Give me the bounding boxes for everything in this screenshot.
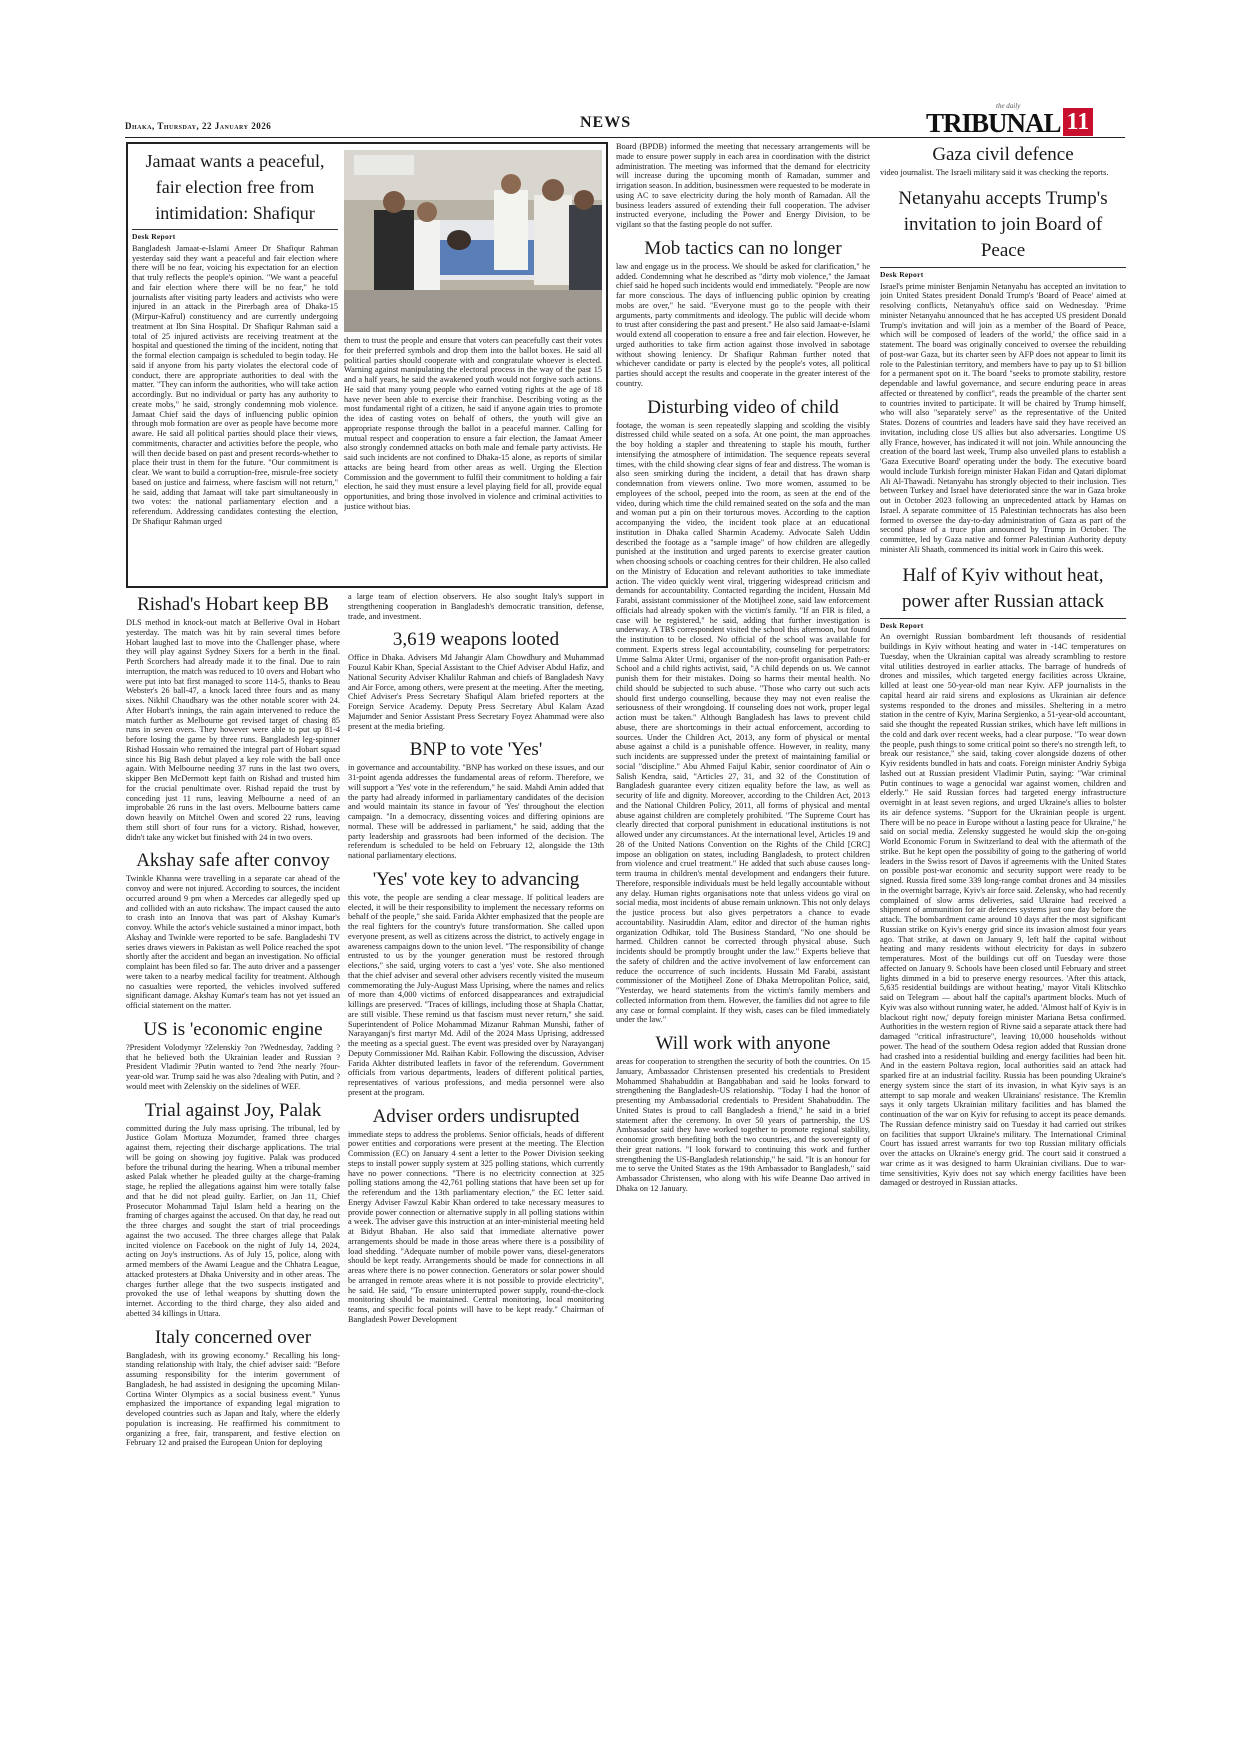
yes-vote-body: this vote, the people are sending a clear message. If political leaders are elected, it will be their responsibility to implement the necessary reforms on behalf of the people," she said. Farida Akhter emphasized that the people are the real fighters for the country's future transformation. She called upon everyone present, as well as citizens across the district, to actively engage in awareness campaigns down to the union level. "The responsibility of change entrusted to us by the younger generation must be restored through elections," she said, urging voters to cast a 'yes' vote. She also mentioned that the chief adviser and several other advisers recently visited the museum commemorating the July-August Mass Uprising, where the names and relics of more than 4,000 victims of enforced disappearances and extrajudicial killings are preserved. "Traces of killings, including those at Shapla Chattar, are still visible. These remind us that fascism must never return," she said. Superintendent of Police Mohammad Mizanur Rahman Munshi, father of Narayanganj's first martyr Md. Adil of the 2024 Mass Uprising, addressed the meeting as a special guest. The event was presided over by Narayanganj Deputy Commissioner Md. Raihan Kabir. Following the discussion, Adviser Farida Akhter distributed leaflets in favor of the referendum. Government officials from various departments, leaders of different political parties, representatives of various professions, and media personnel were also present at the program. <box>348 892 604 1097</box>
column-3 <box>616 142 870 1704</box>
lead-body-left: Bangladesh Jamaat-e-Islami Ameer Dr Shafiqur Rahman yesterday said they want a peaceful and fair election where there will be no fear, voicing his expectation for an election that truly reflects the people's opinion. "We want a peaceful and fair election where there will be no fear," he told journalists after visiting party leaders and activists who were injured in an attack in the Pirerbagh area of Dhaka-15 (Mirpur-Kafrul) constituency and are currently undergoing treatment at Ibn Sina Hospital. Dr Shafiqur Rahman said a total of 25 injured activists are receiving treatment at the hospital and questioned the timing of the incident, noting that the formal election campaign is scheduled to begin today. He said if anyone from his party violates the electoral code of conduct, there are appropriate authorities to deal with the matter. "They can inform the authorities, who will take action accordingly. But no individual or party has any authority to create mobs," he said, strongly condemning mob violence. Jamaat Chief said the days of influencing public opinion through mob formation are over as people have become more aware. He said all political parties should place their views, commitments, character and activities before the people, who will then decide based on past and present records-whether to place their trust in them for the future. "Our commitment is clear. We want to build a corruption-free, misrule-free society based on justice and fairness, where fascism will not return," he said, adding that Jamaat will take part simultaneously in two votes: the national parliamentary election and a referendum. Addressing candidates contesting the election, Dr Shafiqur Rahman urged <box>132 243 338 526</box>
weapons-body: Office in Dhaka. Advisers Md Jahangir Alam Chowdhury and Muhammad Fouzul Kabir Khan, Special Assistant to the Chief Adviser Abdul Hafiz, and National Security Adviser Khalilur Rahman and chiefs of Bangladesh Navy and Air Force, among others, were present at the meeting. After the meeting, Chief Adviser's Press Secretary Shafiqul Alam briefed reporters at the Foreign Service Academy. Deputy Press Secretary Abul Kalam Azad Majumder and Senior Assistant Press Secretary Foyez Ahammad were also present at the media briefing. <box>348 653 604 731</box>
joy-palak-body: committed during the July mass uprising. The tribunal, led by Justice Golam Mortuza Mozumder, framed three charges against them, rejecting their discharge applications. The trial will be going on showing joy fugitive. Palak was produced before the tribunal during the hearing. When a tribunal member asked Palak whether he pleaded guilty at the charge-framing stage, he replied the allegations against him were totally false and that he did not plead guilty. Earlier, on Jan 11, Chief Prosecutor Mohammad Tajul Islam held a hearing on the framing of charges against the accused. On that day, he read out the three charges and sought the start of trial proceedings against the two accused. The three charges allege that Palak incited violence on Facebook on the night of July 14, 2024, acting on Joy's instructions. As of July 15, police, along with armed members of the Awami League and the Chhatra League, attacked protesters at Dhaka University and in other areas. The charges further allege that the two suspects instigated and provoked the use of lethal weapons by shutting down the internet. According to the third charge, they also aided and abetted 34 killings in Uttara. <box>126 1123 340 1318</box>
logo-daily-label: the daily <box>996 102 1021 110</box>
kyiv-body: An overnight Russian bombardment left thousands of residential buildings in Kyiv without heating and water in -14C temperatures on Tuesday, when the Ukrainian capital was already scrambling to restore vital utilities destroyed in earlier attacks. The barrage of hundreds of drones and missiles, which targeted energy facilities across Ukraine, killed at least one 50-year-old man near Kyiv. AFP journalists in the capital heard air raid sirens and explosions as Ukrainian air defence systems responded to the drones and missiles. Sheltering in a metro station in the centre of Kyiv, Marina Sergienko, a 51-year-old accountant, said she thought the repeated Russian strikes, which have left millions in the cold and dark over recent weeks, had a clear purpose. "To wear down the people, push things to some critical point so there's no strength left, to break our resistance," she said, taking cover alongside dozens of other Kyiv residents bundled in hats and coats. Foreign minister Andriy Sybiga lashed out at Russian president Vladimir Putin, saying: "War criminal Putin continues to wage a genocidal war against women, children and elderly." He said Russian forces had targeted energy infrastructure overnight in at least seven regions, and urged Ukraine's allies to bolster its air defence systems. "Support for the Ukrainian people is urgent. There will be no peace in Europe without a lasting peace for Ukraine," he said on social media. Zelensky suggested he would skip the on-going World Economic Forum in Switzerland to deal with the aftermath of the strike. But he kept open the possibility of going to the gathering of world leaders in the Swiss resort of Davos if agreements with the United States on possible post-war economic and security support were ready to be signed. Russia fired some 339 long-range combat drones and 34 missiles in the overnight barrage, Kyiv's air force said. Zelensky, who had recently complained of slow arms deliveries, said Ukraine had received a shipment of ammunition for air defences systems just one day before the attack. The bombardment came around 10 days after the most significant Russian strike on Kyiv's energy grid since its invasion almost four years ago. That strike, at dawn on January 9, left half the capital without heating and many residents without electricity for days in subzero temperatures. Most of the buildings cut off on Tuesday were those affected on January 9. Schools have been closed until February and street lights dimmed in a bid to preserve energy resources. 'After this attack, 5,635 residential buildings are without heating,' mayor Vitali Klitschko said on Telegram — about half the capital's apartment blocks. Much of Kyiv was also without running water, he added. 'Almost half of Kyiv is in blackout right now,' deputy foreign minister Mariana Betsa confirmed. Authorities in the western region of Rivne said a separate attack there had damaged "critical infrastructure", leaving 10,000 households without power. The head of the southern Odesa region added that Russian drone had crashed into a residential building and energy facilities had been hit. And in the eastern Poltava region, local authorities said an attack had sparked fire at an industrial facility. Russia has been pounding Ukraine's energy system since the start of its invasion, in what Kyiv says is an attempt to sap morale and weaken Ukrainians' resistance. The Kremlin says it only targets Ukrainian military facilities and has blamed the continuation of the war on Kyiv for refusing to accept its peace demands. The Russian defence ministry said on Tuesday it had carried out strikes on facilities that support Ukraine's military. The International Criminal Court has issued arrest warrants for two top Russian military officials over the attacks on Ukraine's energy grid. The court said it construed a war crime as it was designed to harm Ukrainian civilians. Due to war-time sensitivities, Kyiv does not say which energy facilities have been damaged or destroyed in Russian attacks. <box>880 632 1126 1188</box>
yes-vote-headline: 'Yes' vote key to advancing <box>372 868 580 890</box>
dateline: Dhaka, Thursday, 22 January 2026 <box>125 121 272 131</box>
bnp-headline: BNP to vote 'Yes' <box>409 739 543 761</box>
adviser-body: immediate steps to address the problems. Senior officials, heads of different power entities and corporations were present at the meeting. The Election Commission (EC) on January 4 sent a letter to the Power Division seeking steps to install power supply system at 325 polling stations, which currently have no power connections. "There is no electricity connection at 325 polling stations among the 42,761 polling stations that have been set up for the referendum and the 13th parliamentary election," the EC letter said. Energy Adviser Fawzul Kabir Khan ordered to take necessary measures to provide power connection or alternative supply in all polling stations within a week. The adviser gave this instruction at an inter-ministerial meeting held at Bidyut Bhaban. He also said that immediate alternative power arrangements should be made in those areas where there is a possibility of load shedding. "Adequate number of mobile power vans, diesel-generators should be kept ready. Arrangements should be made for connections in all areas where there is no power connection. Generators or solar power should be arranged in remote areas where it is not possible to provide electricity", he said. He said, "To ensure uninterrupted power supply, round-the-clock monitoring should be maintained. Central monitoring, local monitoring teams, and specific focal points will have to be kept ready." Chairman of Bangladesh Power Development <box>348 1129 604 1324</box>
column-1 <box>126 592 340 1704</box>
italy-headline: Italy concerned over <box>154 1326 312 1348</box>
masthead-logo <box>926 102 1093 138</box>
rishad-body: DLS method in knock-out match at Bellerive Oval in Hobart yesterday. The match was hit by rain several times before Hobart laughed last to move into the Challenger phase, where they will play against Sydney Sixers for a berth in the final. Perth Scorchers had already made it to the final. Due to rain interruption, the match was reduced to 10 overs and Hobart who were put into bat first managed to score 114-5, thanks to Beau Webster's 26 ball-47, a knock laced three fours and as many sixes. Nikhil Chaudhary was the other notable scorer with 24. After Hobart's innings, the rain again intervened to reduce the match further as Melbourne got revised target of chasing 85 runs in seven overs. They however were able to put up 81-4 before losing the game by three runs. Bangladesh leg-spinner Rishad Hossain who remained the integral part of Hobart squad since his Big Bash debut played a key role with the ball once again. With Melbourne needing 37 runs in the last two overs, skipper Ben McDermott kept faith on Rishad and trusted him for the crucial penultimate over. Rishad repaid the trust by conceding just 11 runs, leaving Melbourne a need of an improbable 26 runs in the last overs. Melbourne batters came down heavily on Mitchel Owen and scored 22 runs, leaving them still short of four runs for a victory. Rishad, however, didn't take any wicket but finished with 24 in two overs. <box>126 618 340 842</box>
logo-text: TRIBUNAL <box>926 108 1061 138</box>
gaza-body: video journalist. The Israeli military said it was checking the reports. <box>880 168 1109 177</box>
italy-body: Bangladesh, with its growing economy." Recalling his long-standing relationship with Italy, the chief adviser said: "Before assuming responsibility for the interim government of Bangladesh, he had assisted in designing the upcoming Milan-Cortina Winter Olympics as a social business event." Yunus emphasized the importance of expanding legal migration to developed countries such as Japan and Italy, where the elderly population is increasing. He reaffirmed his commitment to organizing a free, fair, transparent, and festive election on February 12 and praised the European Union for deploying <box>126 1350 340 1448</box>
page-number: 11 <box>1063 108 1094 136</box>
lead-story-left <box>132 148 338 584</box>
bnp-body: in governance and accountability. "BNP has worked on these issues, and our 31-point agenda addresses the fundamental areas of reform. Therefore, we will support a 'Yes' vote in the referendum," he said. Mahdi Amin added that the party had already informed in parliamentary candidates of the decision and would maintain its stance in favour of 'Yes' throughout the election campaign. "In a democracy, dissenting voices and differing opinions are normal. These will be addressed in parliament," he said, adding that the party leadership and grassroots had been informed of the decision. The referendum is scheduled to be held on February 12, alongside the 13th national parliamentary elections. <box>348 763 604 860</box>
netanyahu-byline: Desk Report <box>880 267 1126 280</box>
italy-continued: a large team of election observers. He also sought Italy's support in strengthening cooperation in Bangladesh's democratic transition, defense, trade, and investment. <box>348 592 604 621</box>
netanyahu-headline: Netanyahu accepts Trump's invitation to join Board of Peace <box>898 187 1108 261</box>
disturbing-body: footage, the woman is seen repeatedly slapping and scolding the visibly distressed child while seated on a sofa. At one point, the man approaches the boy holding a stapler and threatening to staple his mouth, further intensifying the atmosphere of intimidation. The sequence repeats several times, with the child showing clear signs of fear and distress. The woman is also seen smirking during the incident, a detail that has drawn sharp condemnation from viewers online. Two more women, assumed to be employees of the school, peeped into the room, as seen at the end of the video, during which time the child remained seated on the sofa and the man and woman put a pin on their torturous moves. According to the caption accompanying the video, the incident took place at an educational institution in Dhaka called Sharmin Academy. Advocate Saleh Uddin described the footage as a "sample image" of how children are allegedly punished at the institution and urged parents to exercise greater caution when choosing schools or coaching centres for their children. He also called on the Ministry of Education and relevant authorities to take immediate action. The video quickly went viral, triggering widespread criticism and demands for accountability. Contacted regarding the incident, Hussain Md Farabi, assistant commissioner of the Motijheel zone, said law enforcement officials had already spoken with the victim's family. "If an FIR is filed, a case will be registered," he said, adding that further investigation is underway. A TBS correspondent visited the school this afternoon, but found the institution to be closed. No official of the school was available for comment. Experts stress legal accountability, counseling for perpetrators: Umme Salma Akter Urmi, organiser of the non-profit organisation Path-er School and a child rights activist, said, "A child depends on us. We cannot punish them for their mistakes. Doing so harms their mental health. No child should be subjected to such abuse. "Those who carry out such acts should first undergo counselling, because they may not even realise the seriousness of their wrongdoing. If counseling does not work, proper legal action must be taken." Although Bangladesh has laws to prevent child abuse, there are shortcomings in their actual enforcement, according to sources. Under the Children Act, 2013, any form of physical or mental abuse against a child is a punishable offence. However, in reality, many such incidents are suppressed under the pretext of maintaining familial or social "discipline." Abu Ahmed Faijul Kabir, senior coordinator of Ain o Salish Kendra, said, "Articles 27, 31, and 32 of the Constitution of Bangladesh guarantee every citizen equality before the law, as well as security of life and dignity. Moreover, according to the Children Act, 2013 and the National Children Policy, 2011, all forms of physical and mental abuse against children are completely prohibited. "The Supreme Court has clearly directed that corporal punishment in educational institutions is not allowed under any circumstances. At the international level, Articles 19 and 28 of the United Nations Convention on the Rights of the Child [CRC] impose an obligation on states, including Bangladesh, to protect children from violence and cruel treatment." He added that such abuse causes long-term trauma in children's mental development and endangers their future. Therefore, responsible individuals must be held legally accountable without any delay. Human rights organisations note that unless videos go viral on social media, most incidents of abuse remain unknown. This not only delays the justice process but also gives perpetrators a chance to evade accountability. Nasiruddin Alam, editor and director of the human rights organization Odhikar, told The Business Standard, "No one should be harmed. Children cannot be corrected through physical abuse. Such incidents should be promptly brought under the law." Experts believe that the safety of children and the active involvement of law enforcement can reduce the occurrence of such incidents. Hussain Md Farabi, assistant commissioner of the Motijheel Zone of Dhaka Metropolitan Police, said, "Yesterday, we heard statements from the victim's family members and collected information from them. However, the families did not agree to file any case or formal complaint. If they wish, cases can be filed immediately under the law." <box>616 420 870 1025</box>
disturbing-headline: Disturbing video of child <box>647 396 839 418</box>
gaza-headline: Gaza civil defence <box>932 144 1074 165</box>
column-4 <box>880 142 1126 1704</box>
lead-body-right: them to trust the people and ensure that voters can peacefully cast their votes for their preferred symbols and drop them into the ballot boxes. He said all political parties should cooperate with and congratulate whoever is elected. Warning against manipulating the electoral process in the way of the past 15 and a half years, he said the awakened youth would not forgive such actions. He said that many young people who earned voting rights at the age of 18 have never been able to exercise their franchise. Describing voting as the most fundamental right of a citizen, he said if anyone again tries to promote the idea of casting votes on behalf of others, the youth will give an appropriate response through the ballot in a peaceful manner. Calling for mutual respect and cooperation to ensure a fair election, the Jamaat Ameer also strongly condemned attacks on both male and female party activists. He said such incidents are not confined to Dhaka-15 alone, as reports of similar attacks are being heard from other areas as well. Urging the Election Commission and the government to fulfil their commitment to holding a fair election, he said they must ensure a level playing field for all, provide equal opportunities, and bring those involved in violence and criminal activities to justice without bias. <box>344 336 602 511</box>
us-engine-body: ?President Volodymyr ?Zelenskiy ?on ?Wednesday, ?adding ?that he believed both the Ukrainian leader and Russian ?President Vladimir ?Putin wanted to ?end ?the nearly ?four-year-old war. Trump said he was also ?dealing with Putin, and ?would meet with Zelenskiy on the sidelines of WEF. <box>126 1042 340 1091</box>
lead-photo <box>344 150 602 332</box>
akshay-body: Twinkle Khanna were travelling in a separate car ahead of the convoy and were not injured. According to sources, the incident occurred around 9 pm when a Mercedes car allegedly sped up and collided with an auto rickshaw. The impact caused the auto to crash into an Innova that was part of Akshay Kumar's convoy. While the actor's vehicle sustained a minor impact, both Akshay and Twinkle were reported to be safe. Bangladeshi TV series draws viewers in Pakistan as well Police reached the spot shortly after the accident and began an investigation. No official complaint has been filed so far. The auto driver and a passenger were taken to a nearby medical facility for treatment. Although no casualties were reported, the vehicles involved suffered significant damage. Akshay Kumar's team has not yet issued an official statement on the matter. <box>126 874 340 1010</box>
us-engine-headline: US is 'economic engine <box>143 1018 323 1040</box>
akshay-headline: Akshay safe after convoy <box>136 850 330 872</box>
weapons-headline: 3,619 weapons looted <box>392 629 560 651</box>
masthead-rule <box>125 137 1125 138</box>
section-title: NEWS <box>580 114 632 131</box>
kyiv-byline: Desk Report <box>880 618 1126 631</box>
lead-story-right <box>344 336 602 584</box>
netanyahu-body: Israel's prime minister Benjamin Netanyahu has accepted an invitation to join United States president Donald Trump's 'Board of Peace' aimed at resolving conflicts, Netanyahu's office said on Wednesday. 'Prime minister Netanyahu announced that he has accepted US president Donald Trump's invitation and will join as a member of the Board of Peace, which will be composed of leaders of the world,' the office said in a statement. The board was originally conceived to oversee the rebuilding of post-war Gaza, but its charter seen by AFP does not appear to limit its role to the Palestinian territory, and members have to pay up to $1 billion for a permanent spot on it. The board "seeks to promote stability, restore dependable and lawful governance, and secure enduring peace in areas affected or threatened by conflict", reads the preamble of the charter sent to countries invited to participate. It will be chaired by Trump himself, who will also "separately serve" as the representative of the United States. Dozens of countries and leaders have said they have received an invitation, including close US allies but also adversaries. Longtime US ally France, however, has indicated it will not join. While announcing the creation of the board last week, Trump also unveiled plans to establish a 'Gaza Executive Board' operating under the body. The executive board would include Turkish foreign minister Hakan Fidan and Qatari diplomat Ali Al-Thawadi. Netanyahu has strongly objected to their inclusion. Ties between Turkey and Israel have deteriorated since the war in Gaza broke out in October 2023 following an unprecedented attack by Hamas on Israel. A separate committee of 15 Palestinian technocrats has also been formed to oversee the day-to-day administration of Gaza as part of the second phase of a truce plan announced by Trump in October. The committee, led by Gaza native and former Palestinian Authority deputy minister Ali Shaath, commenced its initial work in Cairo this week. <box>880 281 1126 554</box>
mob-body: law and engage us in the process. We should be asked for clarification," he added. Condemning what he described as "dirty mob violence," the Jamaat chief said he hoped such incidents would end immediately. "People are now far more conscious. The days of influencing public opinion by creating mobs are over," he said. "Everyone must go to the people with their arguments, party commitments and ideology. The public will decide whom to trust after considering the past and present." He also said Jamaat-e-Islami would extend all cooperation to ensure a free and fair election. However, he urged authorities to take firm action against those involved in sabotage without showing leniency. Dr Shafiqur Rahman further noted that whichever candidate or party is elected by the people's votes, all political parties should accept the results and cooperate in the greater interest of the country. <box>616 261 870 388</box>
joy-palak-headline: Trial against Joy, Palak <box>144 1099 322 1121</box>
power-continued: Board (BPDB) informed the meeting that necessary arrangements will be made to ensure power supply in each area in coordination with the district administration. The meeting was informed that the demand for electricity will increase during the upcoming month of Ramadan, summer and irrigation season. In addition, businessmen were requested to be moderate in using AC to save electricity during the holy month of Ramadan. All the business leaders assured of extending their full cooperation. The adviser instructed everyone, including the Power and Energy Division, to be vigilant so that the fasting people do not suffer. <box>616 142 870 229</box>
column-2 <box>348 592 604 1704</box>
kyiv-headline: Half of Kyiv without heat, power after Russian attack <box>901 564 1105 612</box>
will-work-body: areas for cooperation to strengthen the security of both the countries. On 15 January, Ambassador Christensen presented his credentials to President Mohammed Shahabuddin at Bangabhaban and said he looks forward to strengthening the Bangladesh-US relationship. "Today I had the honor of presenting my Ambassadorial credentials to President Shahabuddin. The United States is proud to call Bangladesh a friend," he said in a brief statement after the ceremony. In over 50 years of partnership, the US Ambassador said they have worked together to promote regional stability, economic growth benefiting both the two countries, and the sovereignty of their great nations. "I look forward to continuing this work and further strengthening the US-Bangladesh relationship," he said. "It is an honour for me to serve the United States as the 19th Ambassador to Bangladesh," said Ambassador Christensen, who along with his wife Deanne Dao arrived in Dhaka on 12 January. <box>616 1057 870 1193</box>
rishad-headline: Rishad's Hobart keep BB <box>137 594 329 615</box>
lead-headline: Jamaat wants a peaceful, fair election free from intimidation: Shafiqur <box>145 151 325 223</box>
will-work-headline: Will work with anyone <box>655 1033 831 1054</box>
adviser-headline: Adviser orders undisrupted <box>372 1105 580 1127</box>
mob-headline: Mob tactics can no longer <box>644 237 842 259</box>
hospital-photo-illustration <box>344 150 602 332</box>
lead-byline: Desk Report <box>132 229 338 242</box>
